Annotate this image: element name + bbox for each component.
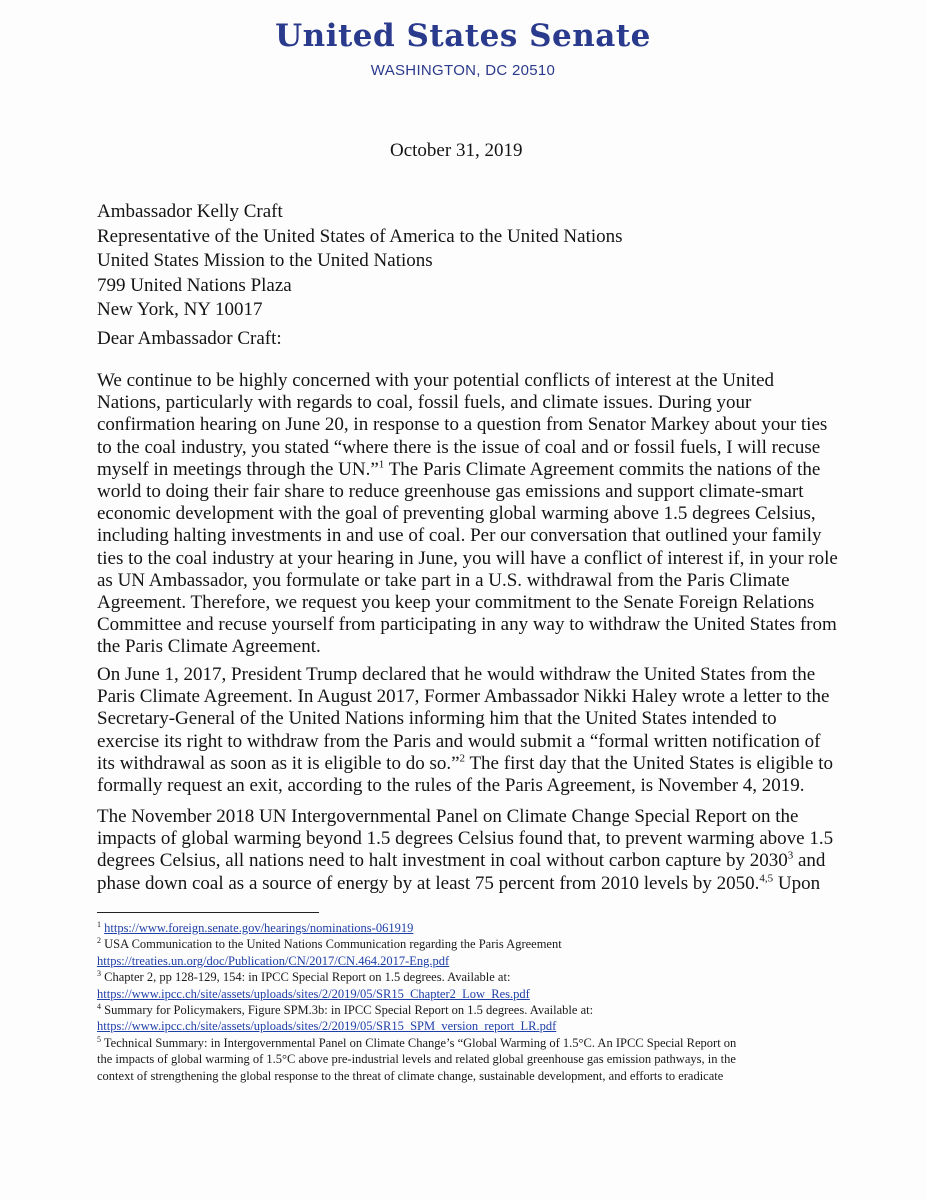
footnote-ref: 3	[787, 850, 794, 863]
text-line: The November 2018 UN Intergovernmental Panel on Climate Change Special Report on the	[97, 806, 799, 827]
footnotes	[97, 920, 857, 1084]
footnote-text: Technical Summary: in Intergovernmental Panel on Climate Change’s “Global Warming of 1.5°C. An IPCC Special Report on	[101, 1035, 737, 1050]
recipient-address	[97, 200, 623, 323]
text-span: its withdrawal as soon as it is eligible to do so.”	[97, 752, 460, 774]
footnote-ref: 4,5	[759, 872, 774, 885]
footnote-number: 5	[97, 1034, 101, 1044]
text-line: including halting investments in and use of coal. Per our conversation that outlined your family	[97, 525, 822, 547]
footnote-link[interactable]: https://treaties.un.org/doc/Publication/CN/2017/CN.464.2017-Eng.pdf	[97, 953, 450, 968]
text-line	[97, 753, 842, 775]
recipient-line: 799 United Nations Plaza	[97, 274, 292, 296]
footnote-number: 4	[97, 1001, 101, 1011]
footnote-5-line-3: context of strengthening the global response to the threat of climate change, sustainable development, and efforts to eradicate	[97, 1068, 724, 1083]
text-line: formally request an exit, according to the rules of the Paris Agreement, is November 4, 2019.	[97, 774, 805, 796]
text-line: Nations, particularly with regards to coal, fossil fuels, and climate issues. During your	[97, 392, 752, 414]
recipient-line: New York, NY 10017	[97, 299, 263, 320]
text-span: Upon	[773, 872, 821, 894]
footnote-ref: 1	[378, 458, 385, 471]
text-line: confirmation hearing on June 20, in response to a question from Senator Markey about your ties	[97, 414, 828, 436]
text-line: Agreement. Therefore, we request you keep your commitment to the Senate Foreign Relations	[97, 591, 815, 613]
text-line: Paris Climate Agreement. In August 2017, Former Ambassador Nikki Haley wrote a letter to the	[97, 686, 830, 708]
text-span: and	[793, 850, 826, 872]
footnote-text: Chapter 2, pp 128-129, 154: in IPCC Special Report on 1.5 degrees. Available at:	[101, 970, 511, 985]
text-line	[97, 850, 842, 872]
footnote-2	[97, 936, 857, 952]
text-line: impacts of global warming beyond 1.5 degrees Celsius found that, to prevent warming above 1.5	[97, 828, 834, 850]
footnote-divider	[97, 912, 319, 913]
footnote-link[interactable]: https://www.foreign.senate.gov/hearings/nominations-061919	[104, 921, 414, 935]
footnote-2-link-line	[97, 953, 857, 969]
text-line: the Paris Climate Agreement.	[97, 636, 321, 658]
text-line: Committee and recuse yourself from participating in any way to withdraw the United States from	[97, 614, 837, 636]
text-line: exercise its right to withdraw from the Paris and would submit a “formal written notification of	[97, 730, 821, 752]
text-span: phase down coal as a source of energy by at least 75 percent from 2010 levels by 2050.	[97, 872, 760, 894]
footnote-4-link-line	[97, 1018, 857, 1034]
text-span: myself in meetings through the UN.”	[97, 458, 379, 480]
paragraph-2	[97, 664, 842, 797]
recipient-line: Ambassador Kelly Craft	[97, 201, 283, 222]
recipient-line: Representative of the United States of America to the United Nations	[97, 225, 623, 247]
text-line: to the coal industry, you stated “where there is the issue of coal and or fossil fuels, I will recuse	[97, 436, 821, 458]
footnote-number: 3	[97, 969, 101, 979]
footnote-4	[97, 1002, 857, 1018]
text-line: economic development with the goal of preventing global warming above 1.5 degrees Celsius,	[97, 503, 816, 525]
footnote-1	[97, 920, 857, 936]
text-line: On June 1, 2017, President Trump declared that he would withdraw the United States from the	[97, 664, 816, 685]
footnote-text: USA Communication to the United Nations Communication regarding the Paris Agreement	[101, 937, 562, 952]
recipient-line: United States Mission to the United Nations	[97, 250, 433, 271]
text-span: degrees Celsius, all nations need to halt investment in coal without carbon capture by 2030	[97, 850, 788, 872]
text-line: as UN Ambassador, you formulate or take part in a U.S. withdrawal from the Paris Climate	[97, 569, 790, 591]
footnote-text: Summary for Policymakers, Figure SPM.3b: in IPCC Special Report on 1.5 degrees. Available at:	[101, 1002, 594, 1017]
letter-date: October 31, 2019	[390, 140, 523, 161]
paragraph-1	[97, 370, 842, 658]
text-span: The Paris Climate Agreement commits the nations of the	[384, 458, 821, 480]
paragraph-3	[97, 806, 842, 895]
text-span: The first day that the United States is eligible to	[465, 752, 834, 774]
footnote-link[interactable]: https://www.ipcc.ch/site/assets/uploads/sites/2/2019/05/SR15_SPM_version_report_LR.pdf	[97, 1019, 557, 1034]
text-line: ties to the coal industry at your hearing in June, you will have a conflict of interest if, in your role	[97, 547, 838, 569]
text-line: We continue to be highly concerned with your potential conflicts of interest at the United	[97, 370, 774, 391]
text-line: Secretary-General of the United Nations informing him that the United States intended to	[97, 708, 777, 730]
letterhead-address: WASHINGTON, DC 20510	[370, 62, 556, 79]
salutation: Dear Ambassador Craft:	[97, 328, 282, 349]
footnote-3-link-line	[97, 986, 857, 1002]
footnote-number: 2	[97, 936, 101, 946]
footnote-5-line-2: the impacts of global warming of 1.5°C above pre-industrial levels and related global greenhouse gas emission pathways, in the	[97, 1052, 736, 1067]
footnote-number: 1	[97, 919, 101, 929]
text-line	[97, 873, 842, 895]
text-line: world to doing their fair share to reduce greenhouse gas emissions and support climate-smart	[97, 480, 804, 502]
footnote-3	[97, 969, 857, 985]
text-line	[97, 459, 842, 481]
footnote-5	[97, 1035, 857, 1051]
footnote-link[interactable]: https://www.ipcc.ch/site/assets/uploads/sites/2/2019/05/SR15_Chapter2_Low_Res.pdf	[97, 986, 530, 1001]
footnote-ref: 2	[459, 752, 466, 765]
letterhead-title: United States Senate	[275, 18, 651, 54]
